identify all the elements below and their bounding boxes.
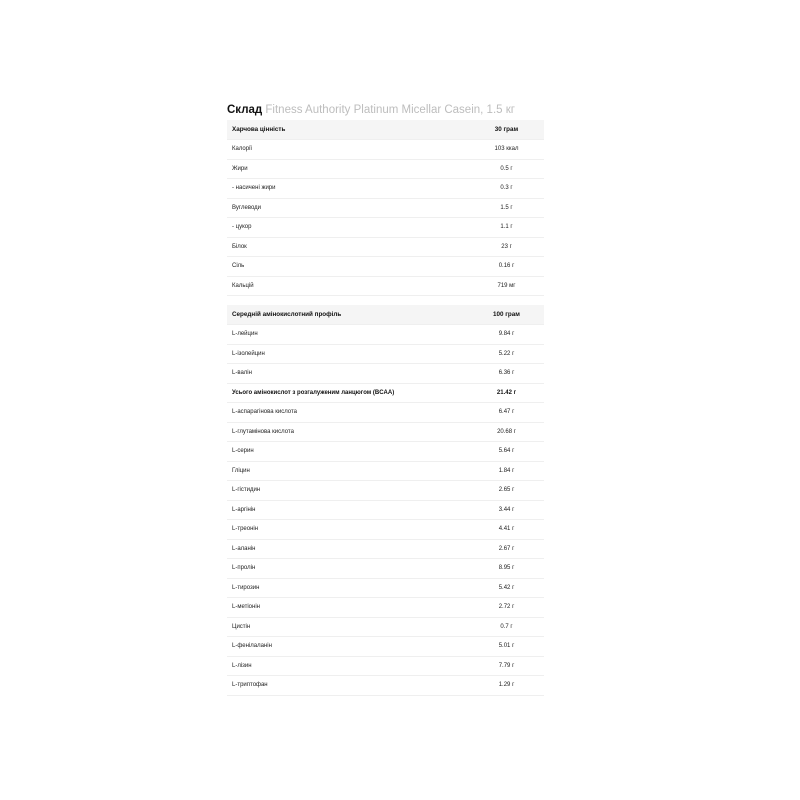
amino-value-cell: 1.29 г — [469, 676, 544, 696]
amino-row — [227, 617, 544, 637]
amino-label-cell: Середній амінокислотний профіль — [227, 305, 469, 325]
nutrition-label-cell: Жири — [227, 159, 469, 179]
nutrition-row — [227, 257, 544, 277]
amino-row — [227, 598, 544, 618]
nutrition-row — [227, 237, 544, 257]
amino-row — [227, 637, 544, 657]
amino-label-cell: L-аргінін — [227, 500, 469, 520]
amino-header-row — [227, 305, 544, 325]
amino-label-cell: L-серин — [227, 442, 469, 462]
amino-row — [227, 344, 544, 364]
amino-value-cell: 8.95 г — [469, 559, 544, 579]
amino-row — [227, 325, 544, 345]
amino-value-cell: 5.64 г — [469, 442, 544, 462]
nutrition-value-cell: 23 г — [469, 237, 544, 257]
amino-row — [227, 578, 544, 598]
amino-label-cell: L-тирозин — [227, 578, 469, 598]
amino-value-cell: 9.84 г — [469, 325, 544, 345]
amino-row — [227, 383, 544, 403]
amino-value-cell: 5.42 г — [469, 578, 544, 598]
amino-row — [227, 481, 544, 501]
amino-value-cell: 2.72 г — [469, 598, 544, 618]
nutrition-label-cell: - насичені жири — [227, 179, 469, 199]
amino-label-cell: Гліцин — [227, 461, 469, 481]
amino-label-cell: Цистін — [227, 617, 469, 637]
nutrition-table — [227, 120, 544, 296]
nutrition-value-cell: 0.16 г — [469, 257, 544, 277]
amino-value-cell: 6.36 г — [469, 364, 544, 384]
nutrition-value-cell: 103 ккал — [469, 140, 544, 160]
amino-label-cell: L-гістидин — [227, 481, 469, 501]
nutrition-value-cell: 0.3 г — [469, 179, 544, 199]
amino-row — [227, 403, 544, 423]
amino-row — [227, 442, 544, 462]
amino-value-cell: 5.01 г — [469, 637, 544, 657]
amino-value-cell: 7.79 г — [469, 656, 544, 676]
table-gap — [227, 296, 544, 305]
amino-label-cell: L-фенілаланін — [227, 637, 469, 657]
amino-row — [227, 656, 544, 676]
nutrition-value-cell: 0.5 г — [469, 159, 544, 179]
amino-row — [227, 676, 544, 696]
amino-label-cell: L-лізин — [227, 656, 469, 676]
amino-row — [227, 500, 544, 520]
nutrition-value-cell: 1.5 г — [469, 198, 544, 218]
amino-value-cell: 100 грам — [469, 305, 544, 325]
nutrition-value-cell: 30 грам — [469, 120, 544, 140]
nutrition-value-cell: 1.1 г — [469, 218, 544, 238]
nutrition-value-cell: 719 мг — [469, 276, 544, 296]
nutrition-row — [227, 159, 544, 179]
amino-value-cell: 2.65 г — [469, 481, 544, 501]
amino-label-cell: L-аланін — [227, 539, 469, 559]
composition-title — [227, 101, 544, 119]
amino-row — [227, 364, 544, 384]
amino-value-cell: 5.22 г — [469, 344, 544, 364]
amino-value-cell: 20.68 г — [469, 422, 544, 442]
amino-row — [227, 539, 544, 559]
nutrition-row — [227, 179, 544, 199]
amino-label-cell: L-лейцин — [227, 325, 469, 345]
title-main: Склад — [227, 104, 263, 116]
amino-label-cell: L-глутамінова кислота — [227, 422, 469, 442]
amino-label-cell: L-триптофан — [227, 676, 469, 696]
nutrition-row — [227, 218, 544, 238]
nutrition-row — [227, 198, 544, 218]
amino-row — [227, 461, 544, 481]
amino-table — [227, 305, 544, 696]
amino-value-cell: 0.7 г — [469, 617, 544, 637]
amino-label-cell: L-ізолейцин — [227, 344, 469, 364]
composition-section — [227, 101, 544, 696]
amino-value-cell: 2.67 г — [469, 539, 544, 559]
amino-label-cell: L-треонін — [227, 520, 469, 540]
nutrition-label-cell: Сіль — [227, 257, 469, 277]
nutrition-label-cell: - цукор — [227, 218, 469, 238]
amino-value-cell: 4.41 г — [469, 520, 544, 540]
amino-label-cell: L-аспарагінова кислота — [227, 403, 469, 423]
nutrition-label-cell: Харчова цінність — [227, 120, 469, 140]
amino-value-cell: 3.44 г — [469, 500, 544, 520]
title-product: Fitness Authority Platinum Micellar Casein, 1.5 кг — [265, 104, 515, 116]
amino-value-cell: 6.47 г — [469, 403, 544, 423]
amino-value-cell: 21.42 г — [469, 383, 544, 403]
amino-row — [227, 520, 544, 540]
amino-row — [227, 422, 544, 442]
nutrition-label-cell: Кальцій — [227, 276, 469, 296]
nutrition-row — [227, 276, 544, 296]
nutrition-header-row — [227, 120, 544, 140]
amino-label-cell: L-метіонін — [227, 598, 469, 618]
amino-label-cell: L-валін — [227, 364, 469, 384]
amino-value-cell: 1.84 г — [469, 461, 544, 481]
nutrition-label-cell: Білок — [227, 237, 469, 257]
amino-label-cell: L-пролін — [227, 559, 469, 579]
nutrition-row — [227, 140, 544, 160]
amino-label-cell: Усього амінокислот з розгалуженим ланцюгом (BCAA) — [227, 383, 469, 403]
nutrition-label-cell: Калорії — [227, 140, 469, 160]
nutrition-label-cell: Вуглеводи — [227, 198, 469, 218]
amino-row — [227, 559, 544, 579]
